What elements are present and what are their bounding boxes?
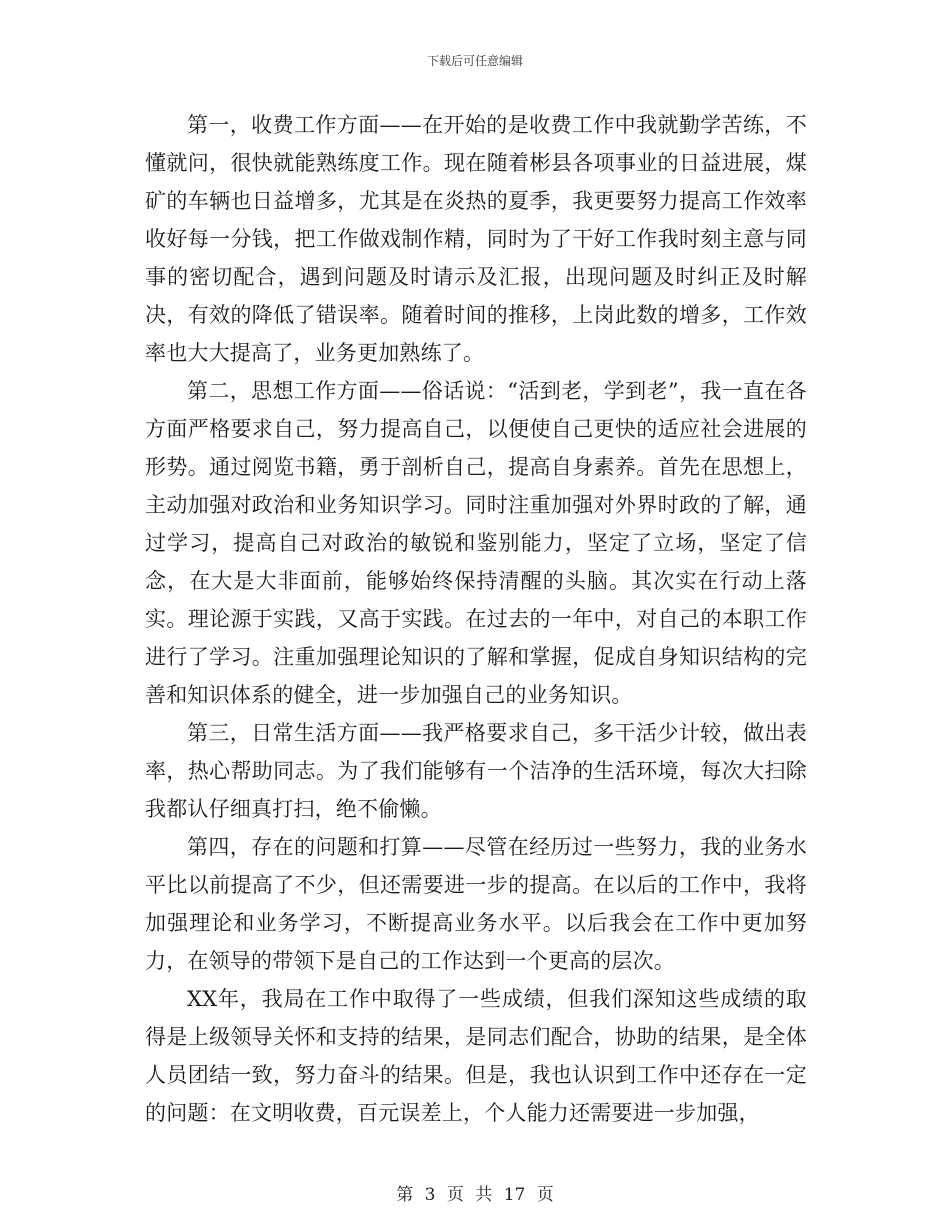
page-header-note: 下载后可任意编辑 bbox=[426, 54, 523, 68]
paragraph-ideological-work: 第二，思想工作方面——俗话说：“活到老，学到老”，我一直在各方面严格要求自己，努力提高自己，以便使自己更快的适应社会进展的形势。通过阅览书籍，勇于剖析自己，提高自身素养。首先在思想上，主动加强对政治和业务知识学习。同时注重加强对外界时政的了解，通过学习，提高自己对政治的敏锐和鉴别能力，坚定了立场，坚定了信念，在大是大非面前，能够始终保持清醒的头脑。其次实在行动上落实。理论源于实践，又高于实践。在过去的一年中，对自己的本职工作进行了学习。注重加强理论知识的了解和掌握，促成自身知识结构的完善和知识体系的健全，进一步加强自己的业务知识。 bbox=[145, 379, 807, 707]
paragraph-fee-work: 第一，收费工作方面——在开始的是收费工作中我就勤学苦练，不懂就问，很快就能熟练度工作。现在随着彬县各项事业的日益进展，煤矿的车辆也日益增多，尤其是在炎热的夏季，我更要努力提高工作效率收好每一分钱，把工作做戏制作精，同时为了干好工作我时刻主意与同事的密切配合，遇到问题及时请示及汇报，出现问题及时纠正及时解决，有效的降低了错误率。随着时间的推移，上岗此数的增多，工作效率也大大提高了，业务更加熟练了。 bbox=[145, 113, 807, 365]
document-body bbox=[145, 106, 807, 1132]
paragraph-annual-summary: XX年，我局在工作中取得了一些成绩，但我们深知这些成绩的取得是上级领导关怀和支持的结果，是同志们配合，协助的结果，是全体人员团结一致，努力奋斗的结果。但是，我也认识到工作中还存在一定的问题：在文明收费，百元误差上，个人能力还需要进一步加强， bbox=[145, 987, 807, 1125]
paragraph-problems-plans: 第四，存在的问题和打算——尽管在经历过一些努力，我的业务水平比以前提高了不少，但还需要进一步的提高。在以后的工作中，我将加强理论和业务学习，不断提高业务水平。以后我会在工作中更加努力，在领导的带领下是自己的工作达到一个更高的层次。 bbox=[145, 835, 807, 973]
paragraph-daily-life: 第三，日常生活方面——我严格要求自己，多干活少计较，做出表率，热心帮助同志。为了我们能够有一个洁净的生活环境，每次大扫除我都认仔细真打扫，绝不偷懒。 bbox=[145, 721, 807, 821]
page-number-footer: 第 3 页 共 17 页 bbox=[396, 1185, 554, 1205]
